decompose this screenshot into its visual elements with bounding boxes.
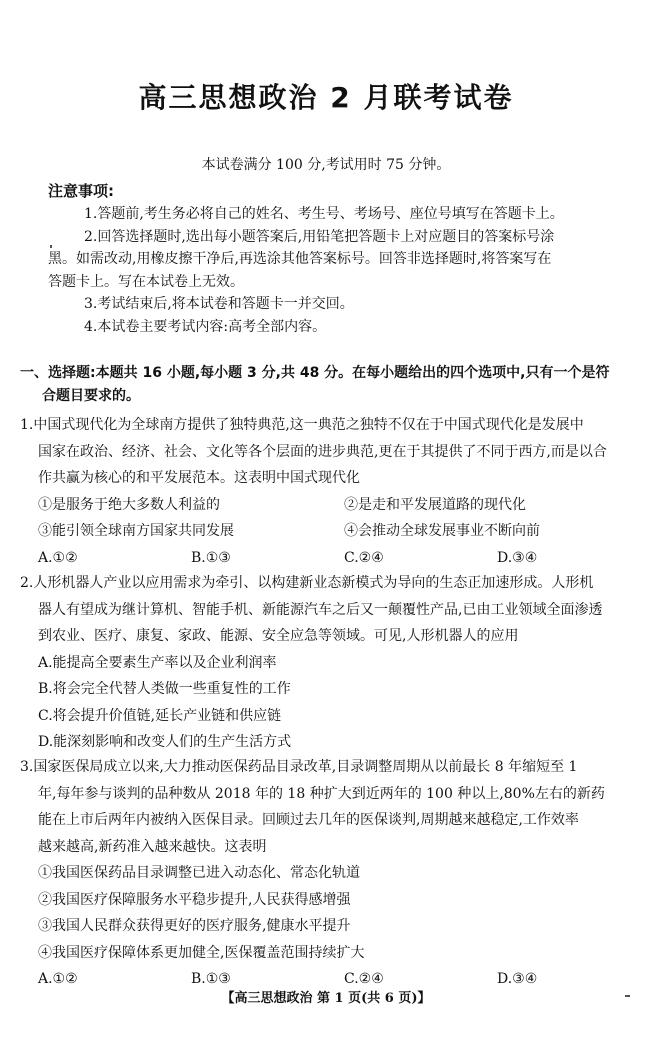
statement: ④会推动全球发展事业不断向前 <box>344 523 540 539</box>
notice-block <box>48 203 628 338</box>
statement: ②是走和平发展道路的现代化 <box>344 496 526 513</box>
choice-b: B.①③ <box>191 971 231 987</box>
question-stem-line: 越来越高,新药准入越来越快。这表明 <box>38 838 267 855</box>
statement: ①是服务于绝大多数人利益的 <box>38 496 220 513</box>
choice-d: D.③④ <box>497 971 538 987</box>
choice-a: A.①② <box>38 971 78 987</box>
choice-b: B.①③ <box>191 549 231 566</box>
choice-a: A.①② <box>38 549 78 566</box>
choice-d: D.③④ <box>497 549 538 566</box>
question-stem-line: 1.中国式现代化为全球南方提供了独特典范,这一典范之独特不仅在于中国式现代化是发展中 <box>20 417 584 433</box>
question-1 <box>20 412 640 571</box>
statement-row <box>20 492 640 519</box>
question-stem-line: 到农业、医疗、康复、家政、能源、安全应急等领域。可见,人形机器人的应用 <box>38 628 519 644</box>
question-stem-line: 作共赢为核心的和平发展范本。这表明中国式现代化 <box>38 470 360 486</box>
page-title: 高三思想政治 2 月联考试卷 <box>138 81 514 114</box>
exam-subtitle: 本试卷满分 100 分,考试用时 75 分钟。 <box>201 157 451 173</box>
question-stem-line: 能在上市后两年内被纳入医保目录。回顾过去几年的医保谈判,周期越来越稳定,工作效率 <box>38 812 579 828</box>
statement: ②我国医疗保障服务水平稳步提升,人民获得感增强 <box>38 891 351 908</box>
section-heading <box>20 362 640 408</box>
notice-line: 1.答题前,考生务必将自己的姓名、考生号、考场号、座位号填写在答题卡上。 <box>84 206 564 222</box>
option-c: C.将会提升价值链,延长产业链和供应链 <box>38 707 282 724</box>
question-stem-line: 器人有望成为继计算机、智能手机、新能源汽车之后又一颠覆性产品,已由工业领域全面渗透 <box>38 601 603 618</box>
notice-line: 黑。如需改动,用橡皮擦干净后,再选涂其他答案标号。回答非选择题时,将答案写在 <box>48 251 552 267</box>
page-footer: 【高三思想政治 第 1 页(共 6 页)】 <box>221 991 431 1006</box>
statement: ③能引领全球南方国家共同发展 <box>38 523 234 539</box>
question-stem-line: 2.人形机器人产业以应用需求为牵引、以构建新业态新模式为导向的生态正加速形成。人形机 <box>20 575 594 591</box>
question-stem-line: 3.国家医保局成立以来,大力推动医保药品目录改革,目录调整周期从以前最长 8 年缩短至 1 <box>20 759 578 775</box>
statement: ①我国医保药品目录调整已进入动态化、常态化轨道 <box>38 865 360 881</box>
question-stem-line: 国家在政治、经济、社会、文化等各个层面的进步典范,更在于其提供了不同于西方,而是以合 <box>38 443 607 460</box>
question-stem-line: 年,每年参与谈判的品种数从 2018 年的 18 种扩大到近两年的 100 种以上,80%左右的新药 <box>38 785 605 802</box>
choice-row <box>20 545 640 572</box>
scan-speck <box>625 995 630 997</box>
statement-row <box>20 518 640 545</box>
notice-heading: 注意事项: <box>48 182 114 200</box>
notice-line: 答题卡上。写在本试卷上无效。 <box>48 273 244 290</box>
choice-c: C.②④ <box>344 549 384 566</box>
choice-c: C.②④ <box>344 971 384 987</box>
option-b: B.将会完全代替人类做一些重复性的工作 <box>38 681 291 697</box>
notice-line: 3.考试结束后,将本试卷和答题卡一并交回。 <box>84 296 354 312</box>
option-d: D.能深刻影响和改变人们的生产生活方式 <box>38 734 292 750</box>
option-a: A.能提高全要素生产率以及企业利润率 <box>38 654 277 671</box>
scan-speck <box>50 245 52 248</box>
notice-line: 2.回答选择题时,选出每小题答案后,用铅笔把答题卡上对应题目的答案标号涂 <box>84 228 555 245</box>
question-2 <box>20 570 640 756</box>
statement: ③我国人民群众获得更好的医疗服务,健康水平提升 <box>38 918 351 934</box>
notice-line: 4.本试卷主要考试内容:高考全部内容。 <box>84 318 327 335</box>
question-3 <box>20 754 640 993</box>
statement: ④我国医疗保障体系更加健全,医保覆盖范围持续扩大 <box>38 944 365 961</box>
section-line: 一、选择题:本题共 16 小题,每小题 3 分,共 48 分。在每小题给出的四个选项中,只有一个是符 <box>20 365 610 381</box>
section-line: 合题目要求的。 <box>42 388 140 404</box>
